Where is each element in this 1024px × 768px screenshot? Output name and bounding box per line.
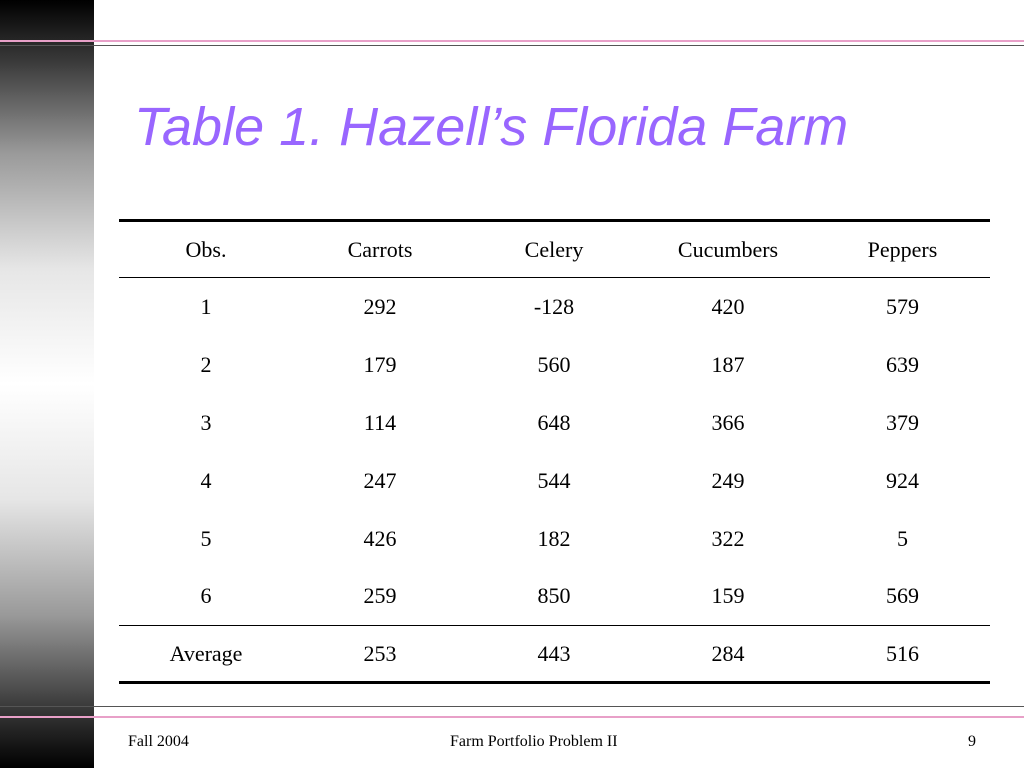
table-cell: 2 xyxy=(200,351,212,377)
average-carrots: 253 xyxy=(293,626,467,683)
table-row xyxy=(119,568,990,626)
table-cell: 114 xyxy=(363,409,397,435)
table-cell: 4 xyxy=(200,467,212,493)
column-header-celery: Celery xyxy=(467,221,641,278)
table-cell: 6 xyxy=(200,583,212,609)
average-peppers: 516 xyxy=(815,626,990,683)
bottom-pink-rule xyxy=(0,716,1024,718)
table-cell: 924 xyxy=(886,467,919,493)
table-row xyxy=(119,278,990,336)
table-header-row xyxy=(119,221,990,278)
table-cell: 850 xyxy=(537,583,571,609)
table-cell: 3 xyxy=(200,409,212,435)
footer-course: Farm Portfolio Problem II xyxy=(450,733,618,750)
table-row xyxy=(119,336,990,394)
table-cell: 259 xyxy=(363,583,397,609)
table-cell: 648 xyxy=(537,409,571,435)
column-header-cucumbers: Cucumbers xyxy=(641,221,815,278)
table-cell: 426 xyxy=(363,525,397,551)
bottom-dark-rule xyxy=(0,706,1024,707)
table-cell: 379 xyxy=(886,409,919,435)
table-cell: 544 xyxy=(537,467,571,493)
table-cell: 179 xyxy=(363,351,397,377)
column-header-carrots: Carrots xyxy=(293,221,467,278)
footer-page-number: 9 xyxy=(968,733,976,750)
table-cell: -128 xyxy=(533,293,575,319)
column-header-obs: Obs. xyxy=(119,221,293,278)
table-cell: 247 xyxy=(363,467,397,493)
table-cell: 5 xyxy=(897,525,908,551)
average-celery: 443 xyxy=(467,626,641,683)
average-cucumbers: 284 xyxy=(641,626,815,683)
table-cell: 249 xyxy=(711,467,745,493)
table-cell: 187 xyxy=(711,351,745,377)
table-cell: 1 xyxy=(200,293,212,319)
table-average-row xyxy=(119,626,990,683)
table-cell: 560 xyxy=(537,351,571,377)
column-header-peppers: Peppers xyxy=(815,221,990,278)
table-cell: 420 xyxy=(711,293,745,319)
slide-sidebar-gradient xyxy=(0,0,94,768)
farm-data-table xyxy=(119,219,990,684)
table-row xyxy=(119,394,990,452)
table-row xyxy=(119,452,990,510)
table-cell: 569 xyxy=(886,583,919,609)
table-cell: 159 xyxy=(711,583,745,609)
table-cell: 5 xyxy=(200,525,212,551)
data-table-container xyxy=(119,219,990,684)
table-cell: 579 xyxy=(886,293,919,319)
table-cell: 639 xyxy=(886,351,919,377)
table-cell: 292 xyxy=(363,293,397,319)
table-cell: 366 xyxy=(711,409,745,435)
footer-date: Fall 2004 xyxy=(128,733,189,750)
average-label: Average xyxy=(119,626,293,683)
table-row xyxy=(119,510,990,568)
top-dark-rule xyxy=(0,45,1024,46)
table-cell: 322 xyxy=(711,525,745,551)
slide-title: Table 1. Hazell’s Florida Farm xyxy=(134,97,849,157)
top-pink-rule xyxy=(0,40,1024,42)
table-cell: 182 xyxy=(537,525,571,551)
